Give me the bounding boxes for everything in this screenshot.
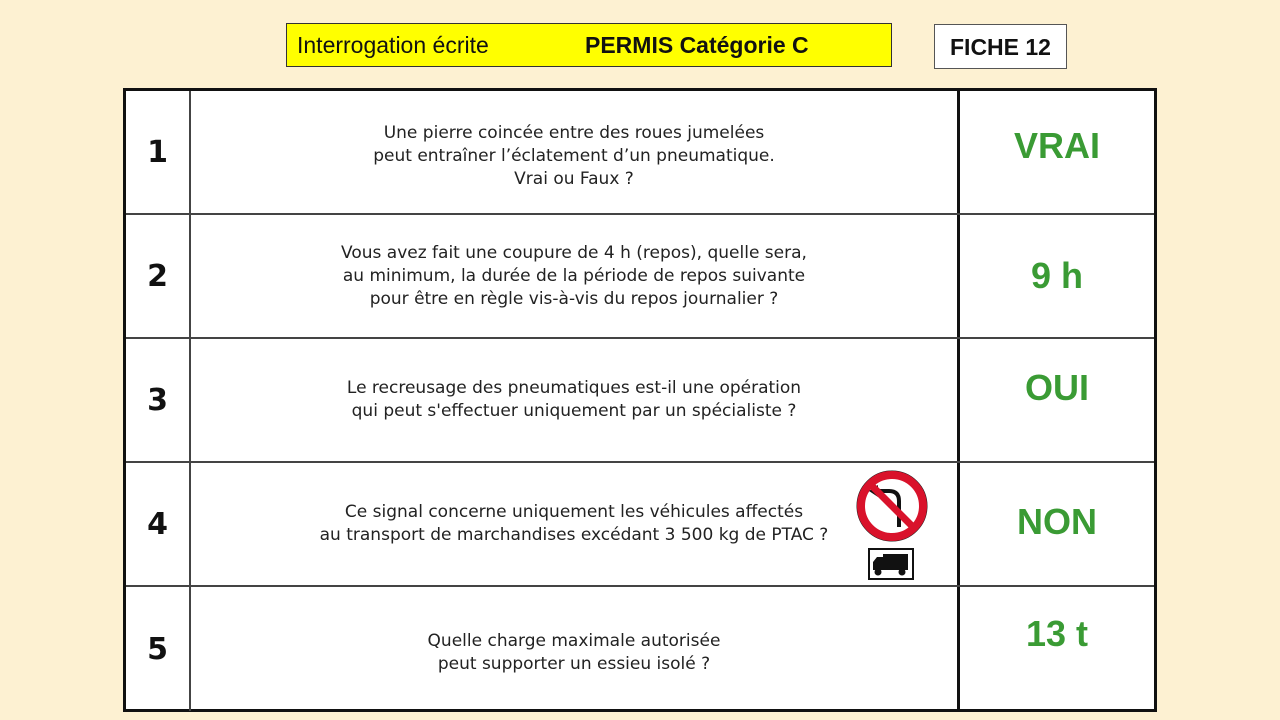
no-left-turn-sign-icon [853,469,931,581]
question-line: Le recreusage des pneumatiques est-il une opération [346,378,802,398]
table-row [126,91,1154,215]
question-number: 3 [126,339,191,461]
subtitle: Interrogation écrite [297,32,489,58]
answer: 13 t [957,587,1154,711]
question-line: au transport de marchandises excédant 3 500 kg de PTAC ? [319,525,829,545]
question-number: 4 [126,463,191,585]
table-row [126,587,1154,711]
question-line: Une pierre coincée entre des roues jumelées [383,122,765,143]
question-text [191,215,957,337]
page-title: PERMIS Catégorie C [585,32,809,58]
answer: VRAI [957,91,1154,213]
question-text [191,587,957,715]
question-line: peut entraîner l’éclatement d’un pneumatique. [373,145,775,166]
fiche-label: FICHE 12 [934,24,1067,69]
question-line: Quelle charge maximale autorisée [427,631,721,651]
table-row [126,339,1154,463]
question-line: qui peut s'effectuer uniquement par un spécialiste ? [351,401,797,421]
question-line: peut supporter un essieu isolé ? [437,654,711,674]
question-table [123,88,1157,712]
question-line: au minimum, la durée de la période de repos suivante [342,265,806,286]
question-number: 2 [126,215,191,337]
question-number: 5 [126,587,191,711]
question-text [191,91,957,217]
answer: NON [957,463,1154,585]
question-text [191,339,957,461]
question-line: Ce signal concerne uniquement les véhicules affectés [344,502,804,522]
answer: 9 h [957,215,1154,337]
question-line: Vous avez fait une coupure de 4 h (repos), quelle sera, [341,242,807,263]
table-row [126,463,1154,587]
title-banner [286,23,892,67]
question-text [191,463,957,593]
question-line: Vrai ou Faux ? [514,168,634,189]
question-number: 1 [126,91,191,213]
table-row [126,215,1154,339]
answer: OUI [957,339,1154,461]
question-line: pour être en règle vis-à-vis du repos journalier ? [369,288,779,309]
